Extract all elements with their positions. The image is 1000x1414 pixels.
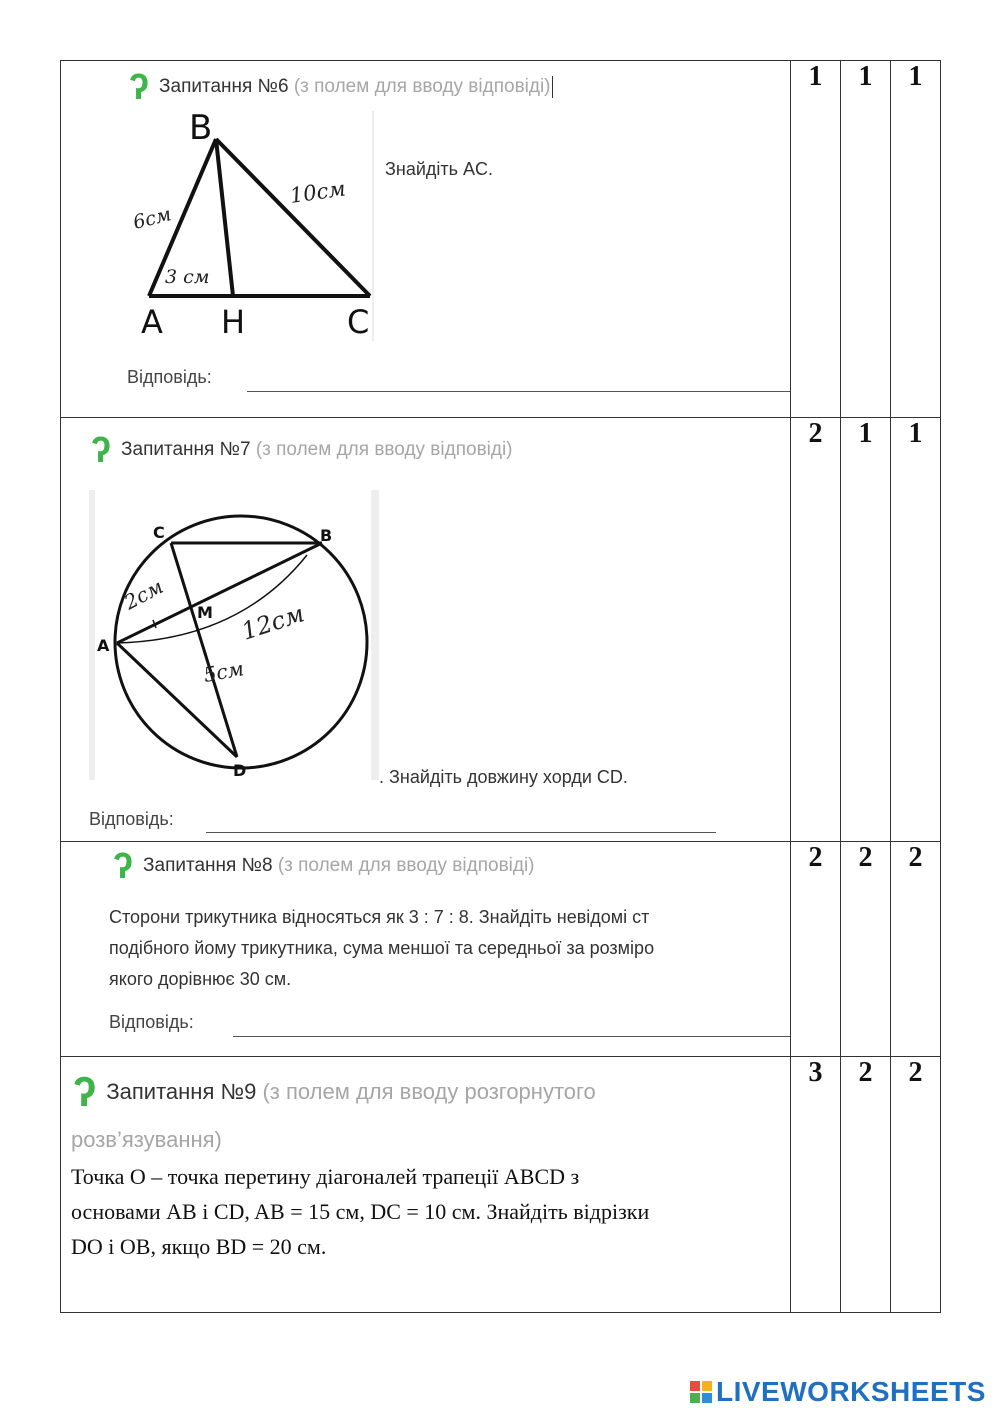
vertex-label-b: B [189, 111, 213, 148]
assessment-table [60, 60, 941, 1313]
altitude-bh [216, 139, 233, 296]
question-mark-icon: ʔ [113, 845, 134, 886]
annotation-md: 5см [201, 656, 246, 687]
question-row-7 [61, 418, 941, 842]
question-cell-9 [61, 1057, 791, 1313]
task-line: DO і OB, якщо BD = 20 см. [71, 1234, 327, 1259]
logo-text: LIVEWORKSHEETS [716, 1376, 986, 1407]
score-6-b: 1 [841, 61, 891, 418]
figure-border-left [89, 490, 95, 780]
question-title-7: Запитання №7 (з полем для вводу відповіді) [121, 439, 513, 460]
task-text-9 [71, 1159, 786, 1264]
triangle-figure [121, 111, 381, 341]
annotation-ab: 6см [130, 203, 174, 234]
answer-label-7: Відповідь: [89, 809, 174, 829]
annotation-am: 2см [120, 574, 168, 615]
question-mark-icon: ʔ [91, 429, 112, 470]
task-text-7: . Знайдіть довжину хорди CD. [379, 767, 628, 787]
vertex-label-b: B [320, 526, 333, 545]
task-line: якого дорівнює 30 см. [109, 969, 292, 989]
question-row-8 [61, 842, 941, 1057]
score-6-a: 1 [791, 61, 841, 418]
annotation-bh: 3 см [165, 266, 210, 288]
score-7-b: 1 [841, 418, 891, 842]
logo-grid-icon [690, 1381, 712, 1403]
question-hint-9-cont: розв’язування) [71, 1127, 222, 1152]
question-title-6: Запитання №6 (з полем для вводу відповіді) [159, 76, 551, 97]
score-7-a: 2 [791, 418, 841, 842]
side-bc [216, 139, 370, 296]
question-cell-6 [61, 61, 791, 418]
task-line: Сторони трикутника відносяться як 3 : 7 : 8. Знайдіть невідомі ст [109, 907, 650, 927]
score-8-b: 2 [841, 842, 891, 1057]
score-6-c: 1 [891, 61, 941, 418]
annotation-mb: 12см [238, 599, 308, 646]
question-row-9 [61, 1057, 941, 1313]
vertex-label-d: D [233, 761, 247, 780]
vertex-label-c: C [153, 523, 165, 542]
text-cursor [552, 76, 553, 98]
task-line: основами AB і CD, AB = 15 см, DC = 10 см. Знайдіть відрізки [71, 1199, 650, 1224]
answer-label-6: Відповідь: [127, 367, 212, 387]
figure-border-right [371, 490, 379, 780]
question-cell-8 [61, 842, 791, 1057]
answer-field-6[interactable] [247, 391, 790, 392]
liveworksheets-logo [690, 1376, 986, 1408]
score-8-c: 2 [891, 842, 941, 1057]
vertex-label-c: C [347, 303, 370, 341]
score-8-a: 2 [791, 842, 841, 1057]
question-mark-icon: ʔ [129, 66, 150, 107]
score-7-c: 1 [891, 418, 941, 842]
task-text-6: Знайдіть AC. [385, 159, 494, 179]
question-title-9: Запитання №9 (з полем для вводу розгорнутого [106, 1079, 596, 1104]
question-mark-icon: ʔ [73, 1068, 97, 1115]
point-label-m: M [197, 603, 213, 622]
vertex-label-h: H [221, 303, 246, 341]
circle-figure [89, 490, 381, 782]
task-text-8 [109, 902, 790, 995]
vertex-label-a: A [97, 636, 110, 655]
task-line: подібного йому трикутника, сума меншої та середньої за розміро [109, 938, 655, 958]
answer-field-8[interactable] [233, 1036, 790, 1037]
task-line: Точка O – точка перетину діагоналей трапеції ABCD з [71, 1164, 580, 1189]
answer-label-8: Відповідь: [109, 1012, 194, 1032]
question-title-8: Запитання №8 (з полем для вводу відповіді) [143, 855, 535, 876]
score-9-a: 3 [791, 1057, 841, 1313]
score-9-b: 2 [841, 1057, 891, 1313]
vertex-label-a: A [141, 303, 163, 341]
question-row-6 [61, 61, 941, 418]
annotation-bc: 10см [288, 176, 348, 208]
answer-field-7[interactable] [206, 832, 716, 833]
score-9-c: 2 [891, 1057, 941, 1313]
circle [115, 516, 367, 768]
question-cell-7 [61, 418, 791, 842]
